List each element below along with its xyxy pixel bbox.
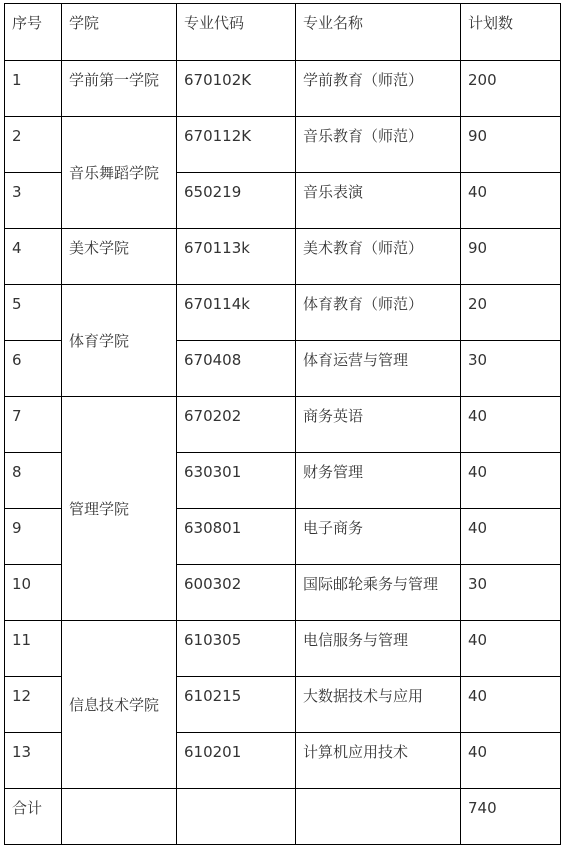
table-row [5, 285, 561, 341]
table-row [5, 117, 561, 173]
cell-no: 1 [5, 61, 62, 117]
cell-no: 13 [5, 733, 62, 789]
cell-plan: 40 [461, 677, 561, 733]
cell-major: 学前教育（师范） [296, 61, 461, 117]
header-cell-no: 序号 [5, 4, 62, 61]
cell-plan: 40 [461, 733, 561, 789]
cell-college: 管理学院 [62, 397, 177, 621]
header-cell-plan: 计划数 [461, 4, 561, 61]
enrollment-plan-table [4, 3, 561, 845]
cell-plan: 200 [461, 61, 561, 117]
cell-no: 5 [5, 285, 62, 341]
header-cell-college: 学院 [62, 4, 177, 61]
cell-major: 国际邮轮乘务与管理 [296, 565, 461, 621]
cell-no: 8 [5, 453, 62, 509]
cell-college: 音乐舞蹈学院 [62, 117, 177, 229]
cell-no: 2 [5, 117, 62, 173]
cell-plan: 90 [461, 229, 561, 285]
cell-code: 610215 [177, 677, 296, 733]
cell-code: 610305 [177, 621, 296, 677]
cell-plan: 40 [461, 453, 561, 509]
table-row [5, 397, 561, 453]
cell-code: 670114k [177, 285, 296, 341]
cell-no: 6 [5, 341, 62, 397]
cell-major: 体育教育（师范） [296, 285, 461, 341]
cell-college: 美术学院 [62, 229, 177, 285]
cell-major: 美术教育（师范） [296, 229, 461, 285]
table-row [5, 61, 561, 117]
cell-code: 630301 [177, 453, 296, 509]
cell-code: 630801 [177, 509, 296, 565]
total-empty-cell [62, 789, 177, 845]
cell-plan: 40 [461, 173, 561, 229]
cell-major: 商务英语 [296, 397, 461, 453]
cell-plan: 90 [461, 117, 561, 173]
cell-code: 670102K [177, 61, 296, 117]
total-label: 合计 [5, 789, 62, 845]
cell-no: 9 [5, 509, 62, 565]
cell-code: 610201 [177, 733, 296, 789]
cell-major: 大数据技术与应用 [296, 677, 461, 733]
cell-major: 音乐教育（师范） [296, 117, 461, 173]
cell-major: 音乐表演 [296, 173, 461, 229]
cell-major: 电子商务 [296, 509, 461, 565]
cell-plan: 40 [461, 621, 561, 677]
cell-plan: 30 [461, 565, 561, 621]
table-header-row [5, 4, 561, 61]
cell-no: 11 [5, 621, 62, 677]
cell-major: 电信服务与管理 [296, 621, 461, 677]
cell-no: 7 [5, 397, 62, 453]
total-empty-cell [177, 789, 296, 845]
cell-college: 学前第一学院 [62, 61, 177, 117]
cell-code: 670408 [177, 341, 296, 397]
cell-plan: 40 [461, 397, 561, 453]
total-row [5, 789, 561, 845]
cell-college: 体育学院 [62, 285, 177, 397]
cell-plan: 20 [461, 285, 561, 341]
cell-major: 财务管理 [296, 453, 461, 509]
cell-code: 670112K [177, 117, 296, 173]
table-row [5, 229, 561, 285]
total-empty-cell [296, 789, 461, 845]
cell-no: 3 [5, 173, 62, 229]
header-cell-code: 专业代码 [177, 4, 296, 61]
cell-code: 600302 [177, 565, 296, 621]
cell-no: 4 [5, 229, 62, 285]
header-cell-major: 专业名称 [296, 4, 461, 61]
cell-code: 650219 [177, 173, 296, 229]
cell-no: 10 [5, 565, 62, 621]
cell-code: 670202 [177, 397, 296, 453]
cell-no: 12 [5, 677, 62, 733]
cell-college: 信息技术学院 [62, 621, 177, 789]
cell-code: 670113k [177, 229, 296, 285]
cell-plan: 40 [461, 509, 561, 565]
cell-major: 体育运营与管理 [296, 341, 461, 397]
table-row [5, 621, 561, 677]
total-plan: 740 [461, 789, 561, 845]
cell-major: 计算机应用技术 [296, 733, 461, 789]
cell-plan: 30 [461, 341, 561, 397]
